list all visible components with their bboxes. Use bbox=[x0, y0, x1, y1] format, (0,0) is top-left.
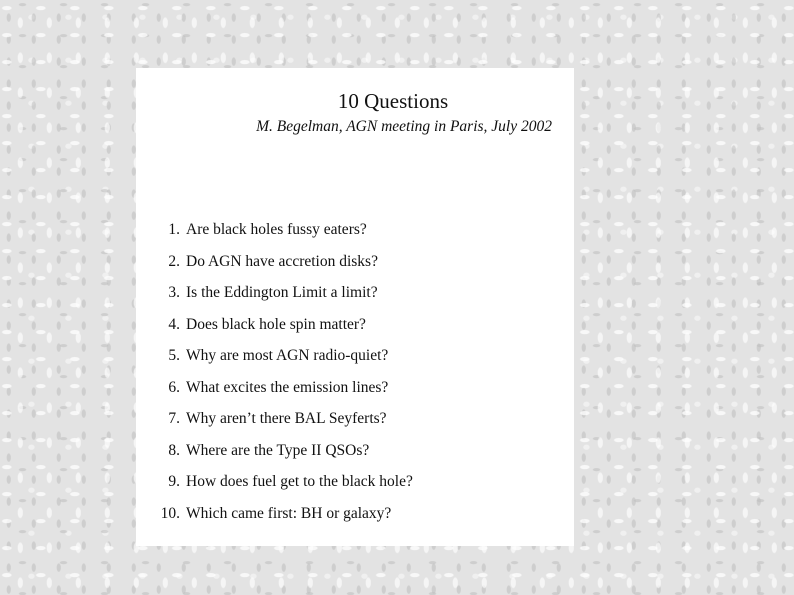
slide-page bbox=[136, 68, 574, 546]
question-text: Which came first: BH or galaxy? bbox=[186, 504, 392, 522]
question-number: 4. bbox=[168, 315, 180, 333]
question-item bbox=[158, 282, 413, 314]
question-number: 10. bbox=[160, 504, 180, 522]
question-text: Why aren’t there BAL Seyferts? bbox=[186, 410, 387, 427]
question-item bbox=[158, 377, 413, 409]
question-item bbox=[158, 345, 413, 377]
question-text: Is the Eddington Limit a limit? bbox=[186, 284, 378, 301]
question-text: Why are most AGN radio-quiet? bbox=[186, 347, 389, 364]
question-text: Do AGN have accretion disks? bbox=[186, 252, 378, 270]
question-item bbox=[158, 408, 413, 440]
question-number: 3. bbox=[168, 284, 180, 301]
question-number: 7. bbox=[168, 410, 180, 427]
slide-title: 10 Questions bbox=[337, 89, 449, 113]
question-item bbox=[158, 314, 413, 346]
question-number: 6. bbox=[168, 378, 180, 396]
question-item bbox=[158, 219, 413, 251]
question-text: What excites the emission lines? bbox=[186, 378, 389, 396]
question-number: 9. bbox=[168, 473, 180, 490]
question-number: 1. bbox=[168, 221, 180, 238]
question-text: Does black hole spin matter? bbox=[186, 315, 366, 333]
question-number: 8. bbox=[168, 441, 180, 459]
question-item bbox=[158, 440, 413, 472]
question-text: How does fuel get to the black hole? bbox=[186, 473, 413, 490]
question-number: 2. bbox=[168, 252, 180, 270]
question-item bbox=[158, 503, 413, 535]
question-number: 5. bbox=[168, 347, 180, 364]
question-item bbox=[158, 471, 413, 503]
question-text: Are black holes fussy eaters? bbox=[186, 221, 367, 238]
question-item bbox=[158, 251, 413, 283]
question-text: Where are the Type II QSOs? bbox=[186, 441, 370, 459]
slide-subtitle: M. Begelman, AGN meeting in Paris, July 2002 bbox=[256, 118, 552, 135]
question-list bbox=[158, 219, 413, 534]
